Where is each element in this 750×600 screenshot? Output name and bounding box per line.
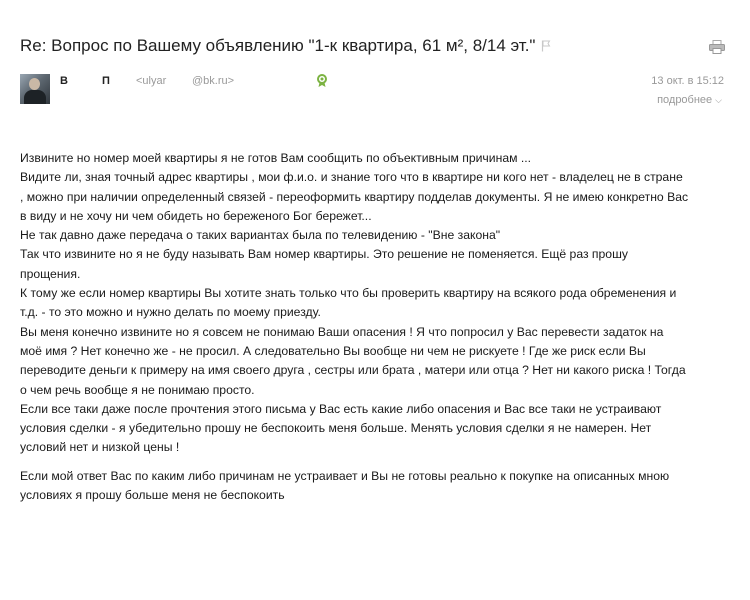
body-line: условий нет и низкой цены !	[20, 440, 180, 455]
body-line: Видите ли, зная точный адрес квартиры , мои ф.и.о. и знание того что в квартире ни кого нет - владелец не в стране	[20, 170, 683, 185]
body-line: , можно при наличии определенный связей - переоформить квартиру подделав документы. Я не имею конкретно Вас	[20, 189, 689, 204]
body-line: переводите деньги к примеру на имя своего друга , сестры или брата , матери или отца ? Нет ни какого риска ! Тогда	[20, 363, 686, 378]
body-line: Так что извините но я не буду называть Вам номер квартиры. Это решение не поменяется. Ещё раз прошу	[20, 247, 628, 262]
body-line: в виду и не хочу ни чем обидеть но береженого Бог бережет...	[20, 208, 372, 223]
verified-icon	[316, 74, 328, 88]
sender-surname-initial: П	[102, 75, 110, 87]
sender-name-initial: В	[60, 75, 68, 87]
message-subject	[20, 36, 700, 56]
subject-text: Re: Вопрос по Вашему объявлению "1-к квартира, 61 м², 8/14 эт."	[20, 36, 536, 55]
body-line: Если все таки даже после прочтения этого письма у Вас есть какие либо опасения и Вас все таки не устраивают	[20, 401, 662, 416]
body-line: К тому же если номер квартиры Вы хотите знать только что бы проверить квартиру на всякого рода обременения и	[20, 286, 677, 301]
details-toggle[interactable]	[657, 94, 722, 106]
body-line: о чем речь вообще я не понимаю просто.	[20, 382, 255, 397]
body-line: условия сделки - я убедительно прошу не беспокоить меня больше. Менять условия сделки я не намерен. Нет	[20, 421, 652, 436]
sender-email-start: <ulyar	[136, 75, 167, 87]
closing-line: условиях я прошу больше меня не беспокоить	[20, 488, 285, 503]
body-line: прощения.	[20, 266, 81, 281]
details-label: подробнее	[657, 94, 713, 106]
sender-avatar[interactable]	[20, 74, 50, 104]
message-date: 13 окт. в 15:12	[651, 75, 724, 87]
body-line: моё имя ? Нет конечно же - не просил. А следовательно Вы вообще ни чем не рискуете ! Где же риск если Вы	[20, 343, 646, 358]
message-body	[20, 149, 725, 505]
body-line: Не так давно даже передача о таких вариантах была по телевидению - "Вне закона"	[20, 228, 501, 243]
chevron-down-icon: ⌵	[715, 95, 722, 105]
body-line: т.д. - то это можно и нужно делать по моему приезду.	[20, 305, 321, 320]
closing-line: Если мой ответ Вас по каким либо причинам не устраивает и Вы не готовы реально к покупке на описанных мною	[20, 468, 670, 483]
sender-email-end: @bk.ru>	[192, 75, 235, 87]
body-line: Извините но номер моей квартиры я не готов Вам сообщить по объективным причинам ...	[20, 151, 532, 165]
flag-icon[interactable]	[541, 40, 551, 52]
sender-line[interactable]	[60, 75, 234, 87]
print-icon[interactable]	[709, 40, 725, 54]
body-line: Вы меня конечно извините но я совсем не понимаю Ваши опасения ! Я что попросил у Вас перевести задаток на	[20, 324, 664, 339]
